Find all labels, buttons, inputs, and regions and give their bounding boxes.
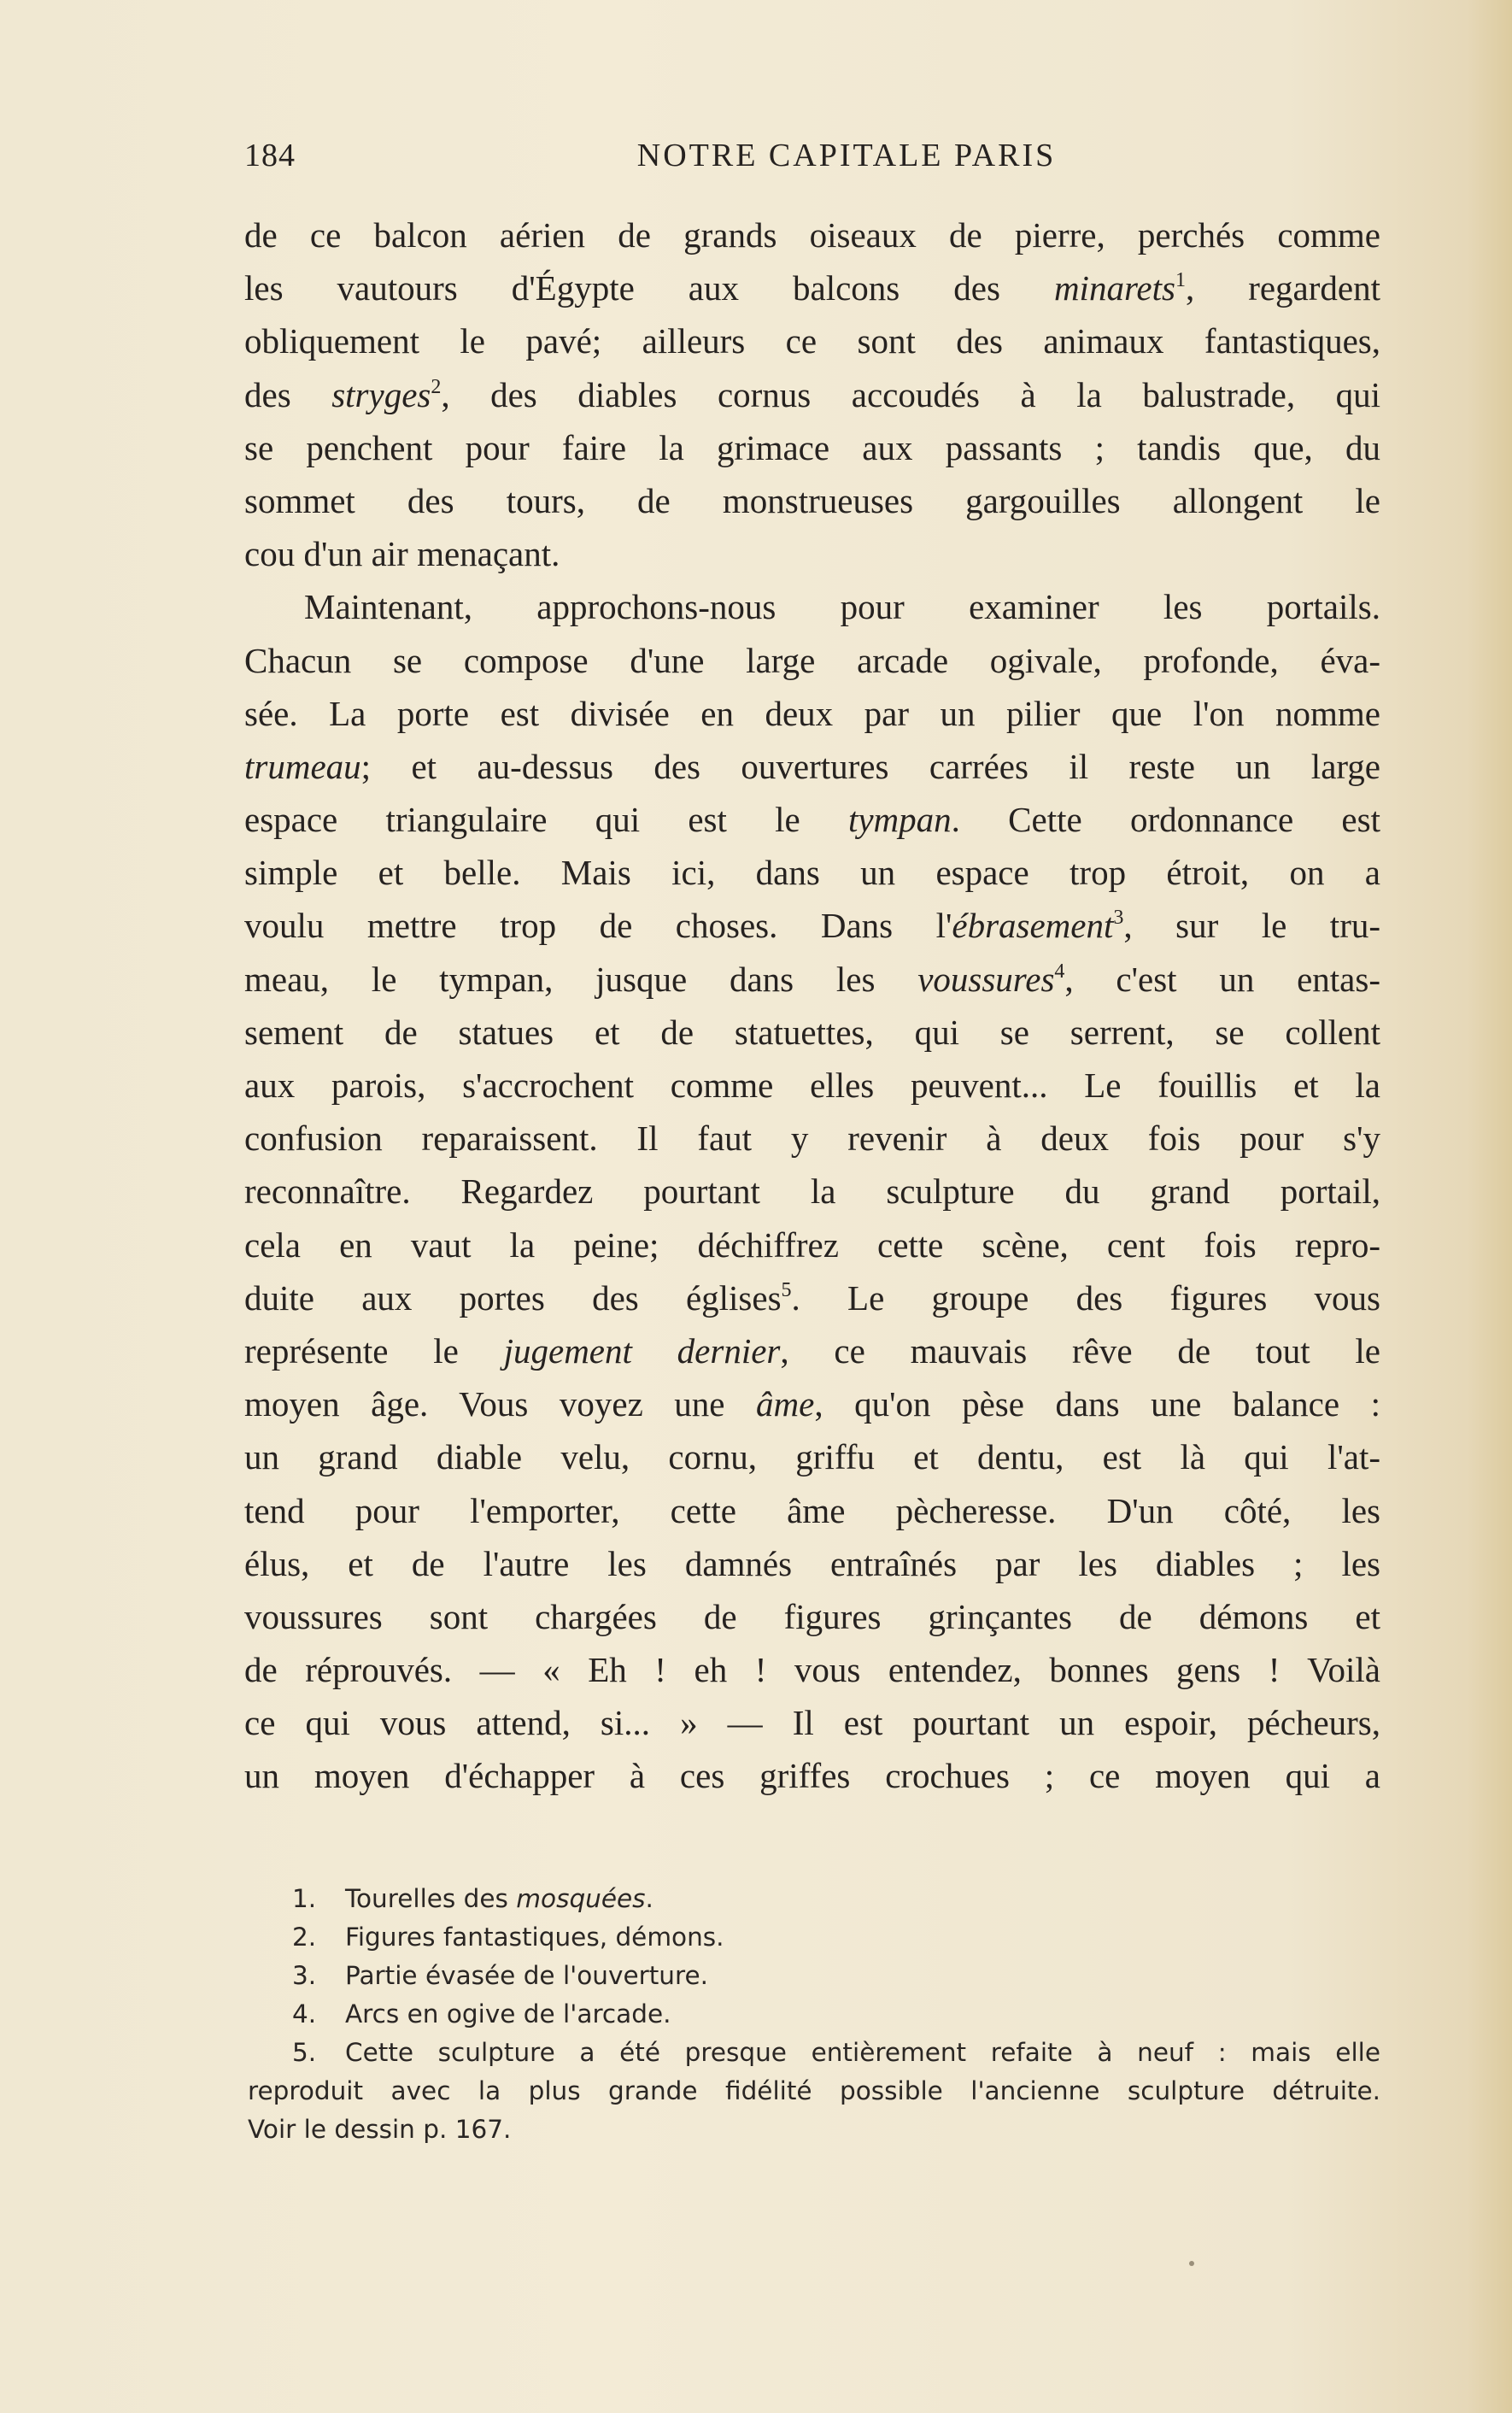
- footnote: 5. Cette sculpture a été presque entièrement refaite à neuf : mais elle: [292, 2038, 1380, 2067]
- text-line: ce qui vous attend, si... » — Il est pourtant un espoir, pécheurs,: [244, 1703, 1380, 1743]
- text-line: reconnaître. Regardez pourtant la sculpture du grand portail,: [244, 1171, 1380, 1212]
- text-line: voussures sont chargées de figures grinçantes de démons et: [244, 1596, 1380, 1636]
- text-line: tend pour l'emporter, cette âme pècheresse. D'un côté, les: [244, 1490, 1380, 1530]
- paper-speck: [1189, 2261, 1194, 2266]
- text-line: de réprouvés. — « Eh ! eh ! vous entendez, bonnes gens ! Voilà: [244, 1650, 1380, 1690]
- text-line: sommet des tours, de monstrueuses gargouilles allongent le: [244, 480, 1380, 520]
- text-line: aux parois, s'accrochent comme elles peuvent... Le fouillis et la: [244, 1066, 1380, 1105]
- text-line: simple et belle. Mais ici, dans un espace trop étroit, on a: [244, 853, 1380, 893]
- footnote: 3. Partie évasée de l'ouverture.: [292, 1961, 708, 1990]
- footnote: 1. Tourelles des mosquées.: [292, 1884, 653, 1913]
- footnote-ref: 3: [1113, 907, 1124, 930]
- running-title: NOTRE CAPITALE PARIS: [636, 138, 1057, 173]
- text-line: duite aux portes des églises$^5$. Le groupe des figures vous: [244, 1277, 1380, 1318]
- text-line: obliquement le pavé; ailleurs ce sont des animaux fantastiques,: [244, 321, 1380, 361]
- text-line: de ce balcon aérien de grands oiseaux de pierre, perchés comme: [244, 215, 1380, 255]
- text-line: espace triangulaire qui est le tympan. Cette ordonnance est: [244, 800, 1380, 840]
- text-line: trumeau; et au-dessus des ouvertures carrées il reste un large: [244, 746, 1380, 786]
- footnote: 2. Figures fantastiques, démons.: [292, 1923, 724, 1952]
- text-line: cela en vaut la peine; déchiffrez cette scène, cent fois repro-: [244, 1224, 1380, 1265]
- text-line: cou d'un air menaçant.: [244, 534, 560, 574]
- text-line: sée. La porte est divisée en deux par un pilier que l'on nomme: [244, 693, 1380, 733]
- footnote-continuation: reproduit avec la plus grande fidélité possible l'ancienne sculpture détruite.: [248, 2076, 1380, 2105]
- text-line: Chacun se compose d'une large arcade ogivale, profonde, éva-: [244, 640, 1380, 680]
- text-line: des stryges$^2$, des diables cornus accoudés à la balustrade, qui: [244, 374, 1380, 414]
- text-line: voulu mettre trop de choses. Dans l'ébrasement$^3$, sur le tru-: [244, 906, 1380, 946]
- text-line: sement de statues et de statuettes, qui se serrent, se collent: [244, 1012, 1380, 1052]
- footnote-continuation: Voir le dessin p. 167.: [248, 2115, 512, 2144]
- text-line: confusion reparaissent. Il faut y revenir à deux fois pour s'y: [244, 1118, 1380, 1159]
- text-line: Maintenant, approchons-nous pour examiner les portails.: [304, 587, 1380, 627]
- footnote-ref: 1: [1175, 269, 1186, 292]
- text-line: un grand diable velu, cornu, griffu et dentu, est là qui l'at-: [244, 1437, 1380, 1477]
- text-line: les vautours d'Égypte aux balcons des minarets$^1$, regardent: [244, 268, 1380, 308]
- text-line: un moyen d'échapper à ces griffes crochues ; ce moyen qui a: [244, 1756, 1380, 1796]
- text-line: se penchent pour faire la grimace aux passants ; tandis que, du: [244, 427, 1380, 467]
- footnotes: [244, 1880, 1380, 2149]
- text-line: moyen âge. Vous voyez une âme, qu'on pèse dans une balance :: [244, 1384, 1380, 1424]
- footnote-ref: 5: [781, 1278, 792, 1301]
- footnote-ref: 4: [1054, 960, 1065, 983]
- running-header: [244, 137, 1380, 188]
- text-line: représente le jugement dernier, ce mauvais rêve de tout le: [244, 1330, 1380, 1371]
- page-number: 184: [244, 138, 296, 173]
- footnote-ref: 2: [431, 375, 442, 398]
- footnote: 4. Arcs en ogive de l'arcade.: [292, 1999, 671, 2028]
- body-text: [244, 208, 1380, 1803]
- text-line: meau, le tympan, jusque dans les voussures$^4$, c'est un entas-: [244, 959, 1380, 999]
- text-line: élus, et de l'autre les damnés entraînés par les diables ; les: [244, 1543, 1380, 1583]
